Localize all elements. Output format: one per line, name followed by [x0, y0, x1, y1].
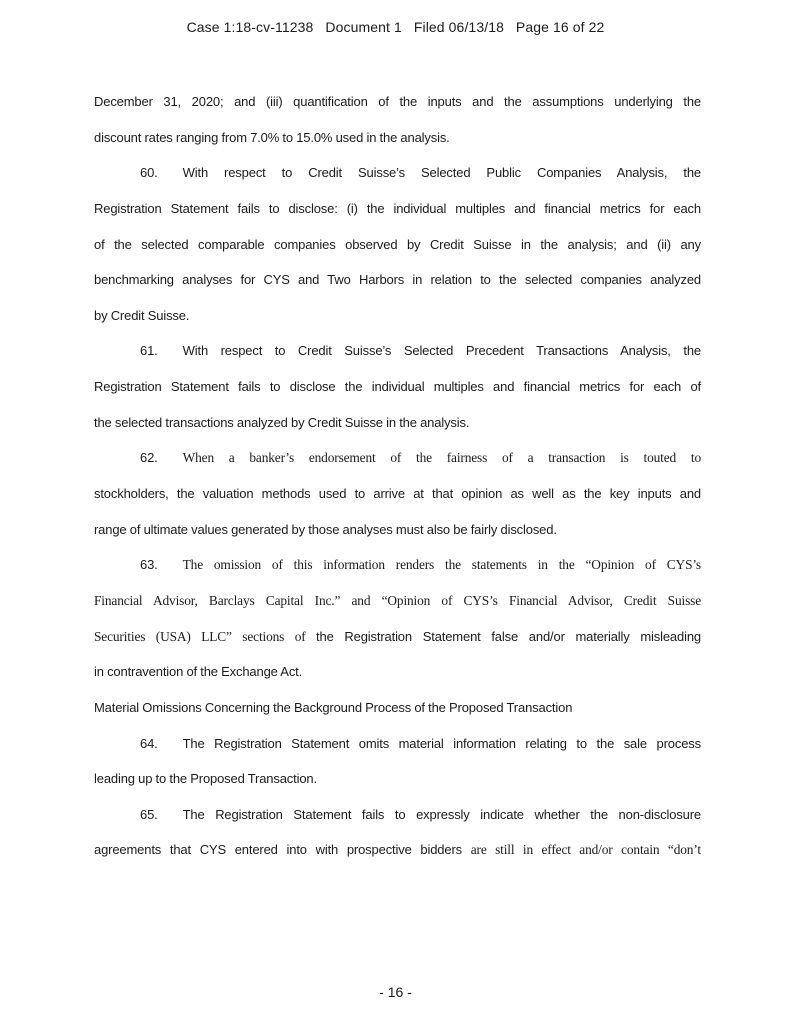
document-body	[94, 84, 701, 868]
text-line	[94, 547, 701, 583]
paragraph-indent	[94, 461, 140, 462]
text-line	[94, 619, 701, 655]
paragraph-indent	[94, 176, 140, 177]
text-line	[94, 369, 701, 405]
text-line	[94, 797, 701, 833]
text-line	[94, 155, 701, 191]
text-line	[94, 333, 701, 369]
text-line	[94, 476, 701, 512]
paragraph-number: 64.	[140, 735, 158, 751]
paragraph-indent	[94, 747, 140, 748]
paragraph-number: 63.	[140, 557, 158, 573]
number-gap	[158, 568, 183, 569]
text-line	[94, 440, 701, 476]
number-gap	[158, 176, 183, 177]
text-line	[94, 726, 701, 762]
text-segment: With respect to Credit Suisse’s Selected Precedent Transactions Analysis, the	[182, 343, 701, 359]
text-line	[94, 405, 701, 441]
text-line	[94, 298, 701, 334]
text-segment: The Registration Statement fails to expressly indicate whether the non-disclosure	[182, 806, 701, 822]
text-segment: are still in effect and/or contain “don’t	[470, 842, 701, 858]
text-segment: December 31, 2020; and (iii) quantification of the inputs and the assumptions underlying the	[94, 94, 701, 109]
text-segment: the Registration Statement false and/or materially misleading	[316, 628, 701, 644]
text-line	[94, 262, 701, 298]
text-segment: leading up to the Proposed Transaction.	[94, 771, 317, 787]
text-segment: Registration Statement fails to disclose: (i) the individual multiples and financial metrics for each	[94, 200, 701, 216]
number-gap	[158, 354, 183, 355]
paragraph-indent	[94, 568, 140, 569]
paragraph-indent	[94, 354, 140, 355]
text-line	[94, 227, 701, 263]
text-line	[94, 120, 701, 156]
text-segment: benchmarking analyses for CYS and Two Harbors in relation to the selected companies analyzed	[94, 272, 701, 288]
text-segment: When a banker’s endorsement of the fairness of a transaction is touted to	[182, 450, 701, 466]
text-segment: by Credit Suisse.	[94, 307, 190, 323]
text-line	[94, 512, 701, 548]
text-segment: range of ultimate values generated by those analyses must also be fairly disclosed.	[94, 521, 557, 537]
text-segment: discount rates ranging from 7.0% to 15.0% used in the analysis.	[94, 129, 450, 145]
text-segment: With respect to Credit Suisse’s Selected Public Companies Analysis, the	[182, 165, 701, 181]
text-line	[94, 654, 701, 690]
text-segment: Financial Advisor, Barclays Capital Inc.” and “Opinion of CYS’s Financial Advisor, Credit Suisse	[94, 592, 701, 608]
text-segment: Material Omissions Concerning the Background Process of the Proposed Transaction	[94, 699, 573, 715]
text-segment: the selected transactions analyzed by Credit Suisse in the analysis.	[94, 414, 470, 430]
text-segment: agreements that CYS entered into with prospective bidders	[94, 842, 471, 858]
paragraph-number: 62.	[140, 450, 158, 466]
text-segment: The Registration Statement omits material information relating to the sale process	[182, 735, 701, 751]
number-gap	[158, 818, 183, 819]
text-line	[94, 84, 701, 120]
text-segment: in contravention of the Exchange Act.	[94, 664, 303, 680]
page-number: - 16 -	[379, 984, 412, 1000]
case-header: Case 1:18-cv-11238 Document 1 Filed 06/13/18 Page 16 of 22	[186, 19, 605, 35]
number-gap	[158, 461, 183, 462]
text-line	[94, 191, 701, 227]
text-segment: of the selected comparable companies observed by Credit Suisse in the analysis; and (ii) any	[94, 236, 701, 252]
text-line	[94, 761, 701, 797]
text-line	[94, 583, 701, 619]
text-segment: The omission of this information renders the statements in the “Opinion of CYS’s	[182, 557, 701, 573]
text-segment: Registration Statement fails to disclose the individual multiples and financial metrics for each of	[94, 379, 701, 395]
paragraph-indent	[94, 818, 140, 819]
number-gap	[158, 747, 183, 748]
paragraph-number: 65.	[140, 806, 158, 822]
section-heading	[94, 690, 701, 726]
text-segment: Securities (USA) LLC” sections of	[94, 628, 317, 644]
paragraph-number: 60.	[140, 165, 158, 181]
text-line	[94, 832, 701, 868]
paragraph-number: 61.	[140, 343, 158, 359]
text-segment: stockholders, the valuation methods used to arrive at that opinion as well as the key inputs and	[94, 486, 701, 502]
